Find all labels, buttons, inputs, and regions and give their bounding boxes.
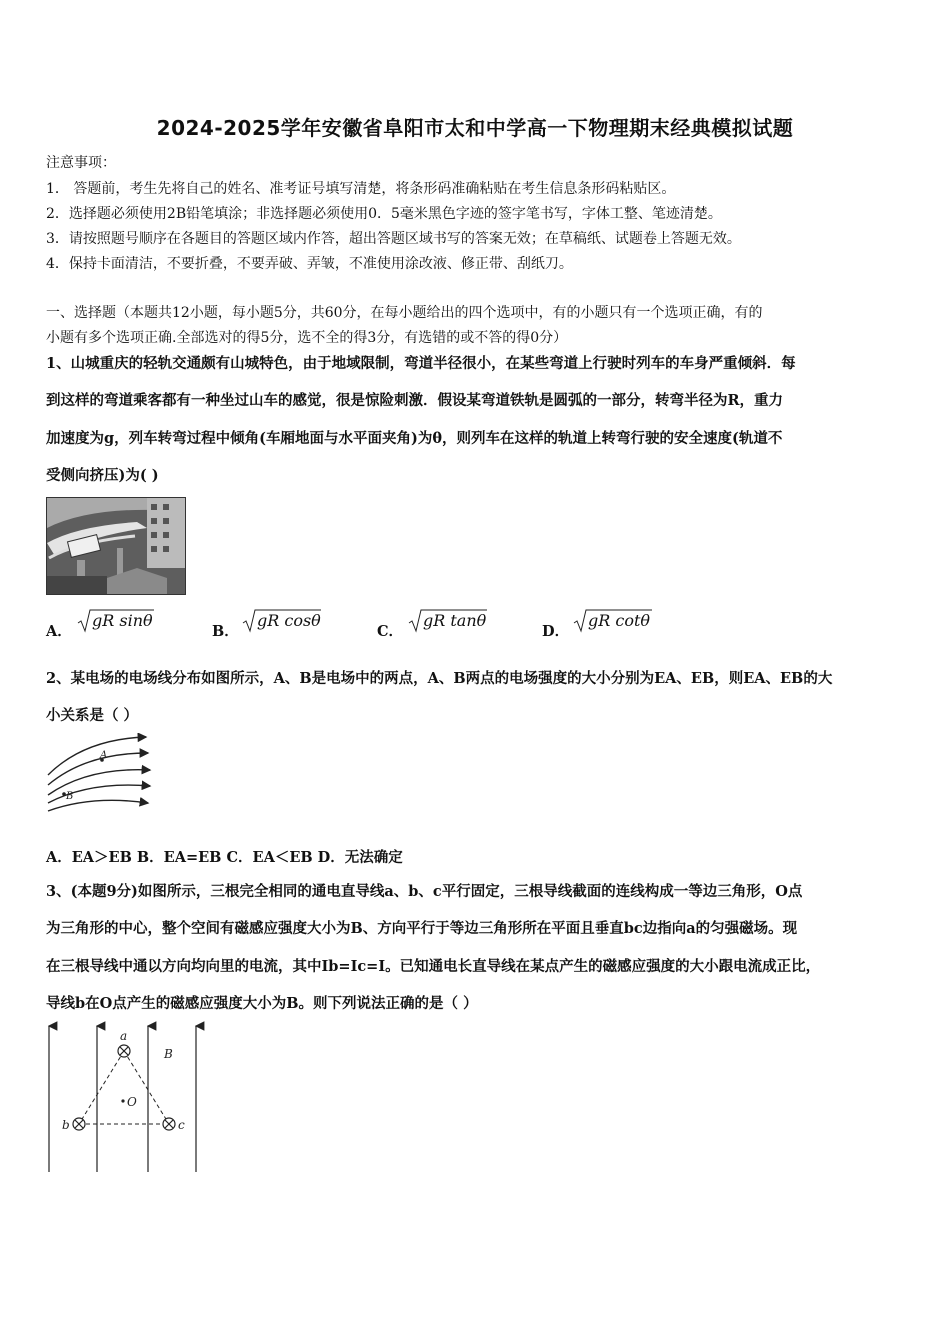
point-b-label: B (66, 791, 74, 802)
notice-item-1: 1． 答题前，考生先将自己的姓名、准考证号填写清楚，将条形码准确粘贴在考生信息条形码粘贴区。 (46, 181, 676, 197)
q1-option-c-expr: gR tanθ (423, 611, 487, 630)
q2-line-1: 2、某电场的电场线分布如图所示，A、B是电场中的两点，A、B两点的电场强度的大小分别为EA、EB，则EA、EB的大 (46, 670, 833, 687)
label-c: c (178, 1118, 185, 1132)
page-title: 2024-2025学年安徽省阜阳市太和中学高一下物理期末经典模拟试题 (156, 116, 794, 140)
section-instructions-line1: 一、选择题（本题共12小题，每小题5分，共60分，在每小题给出的四个选项中，有的小题只有一个选项正确，有的 (46, 305, 763, 321)
q3-line-2: 为三角形的中心，整个空间有磁感应强度大小为B、方向平行于等边三角形所在平面且垂直bc边指向a的匀强磁场。现 (46, 920, 798, 937)
point-a-label: A (100, 750, 108, 761)
field-line-5 (48, 800, 148, 811)
q1-option-a-label: A． (46, 623, 72, 640)
label-b: b (62, 1118, 70, 1132)
field-line-2 (48, 753, 148, 785)
q1-option-b-label: B． (212, 623, 239, 640)
q2-field-lines-figure (44, 733, 156, 815)
label-field-b: B (164, 1047, 173, 1061)
q1-line-4: 受侧向挤压)为( ) (46, 467, 159, 484)
q1-option-d-label: D． (542, 623, 570, 640)
q2-options: A．EA＞EB B．EA=EB C．EA＜EB D．无法确定 (46, 849, 403, 866)
notice-item-3: 3．请按照题号顺序在各题目的答题区域内作答，超出答题区域书写的答案无效；在草稿纸、试题卷上答题无效。 (46, 231, 741, 247)
q3-line-3: 在三根导线中通以方向均向里的电流，其中Ib=Ic=I。已知通电长直导线在某点产生的磁感应强度的大小跟电流成正比， (46, 958, 821, 975)
wire-c-into-page-icon (163, 1118, 175, 1130)
q1-option-b-expr: gR cosθ (257, 611, 321, 630)
q2-line-2: 小关系是（ ） (46, 707, 139, 724)
q1-option-d-expr: gR cotθ (588, 611, 651, 630)
q3-magnetic-field-figure (40, 1020, 208, 1174)
notice-heading: 注意事项： (46, 155, 116, 171)
notice-item-4: 4．保持卡面清洁，不要折叠，不要弄破、弄皱，不准使用涂改液、修正带、刮纸刀。 (46, 256, 573, 272)
monorail-photo (46, 497, 186, 595)
wire-b-into-page-icon (73, 1118, 85, 1130)
q1-line-1: 1、山城重庆的轻轨交通颇有山城特色，由于地域限制，弯道半径很小，在某些弯道上行驶时列车的车身严重倾斜．每 (46, 355, 796, 372)
notice-item-2: 2．选择题必须使用2B铅笔填涂；非选择题必须使用0．5毫米黑色字迹的签字笔书写，字体工整、笔迹清楚。 (46, 206, 722, 222)
q3-line-4: 导线b在O点产生的磁感应强度大小为B。则下列说法正确的是（ ） (46, 995, 478, 1012)
q1-line-3: 加速度为g，列车转弯过程中倾角(车厢地面与水平面夹角)为θ，则列车在这样的轨道上转弯行驶的安全速度(轨道不 (46, 430, 783, 447)
label-o: O (127, 1095, 137, 1109)
q1-option-a-expr: gR sinθ (92, 611, 153, 630)
label-a: a (120, 1029, 128, 1043)
q1-line-2: 到这样的弯道乘客都有一种坐过山车的感觉，很是惊险刺激．假设某弯道铁轨是圆弧的一部分，转弯半径为R，重力 (46, 392, 784, 409)
section-instructions-line2: 小题有多个选项正确.全部选对的得5分，选不全的得3分，有选错的或不答的得0分） (46, 330, 568, 346)
q1-option-c-label: C． (377, 623, 404, 640)
wire-a-into-page-icon (118, 1045, 130, 1057)
q3-line-1: 3、(本题9分)如图所示，三根完全相同的通电直导线a、b、c平行固定，三根导线截面的连线构成一等边三角形，O点 (46, 883, 803, 900)
